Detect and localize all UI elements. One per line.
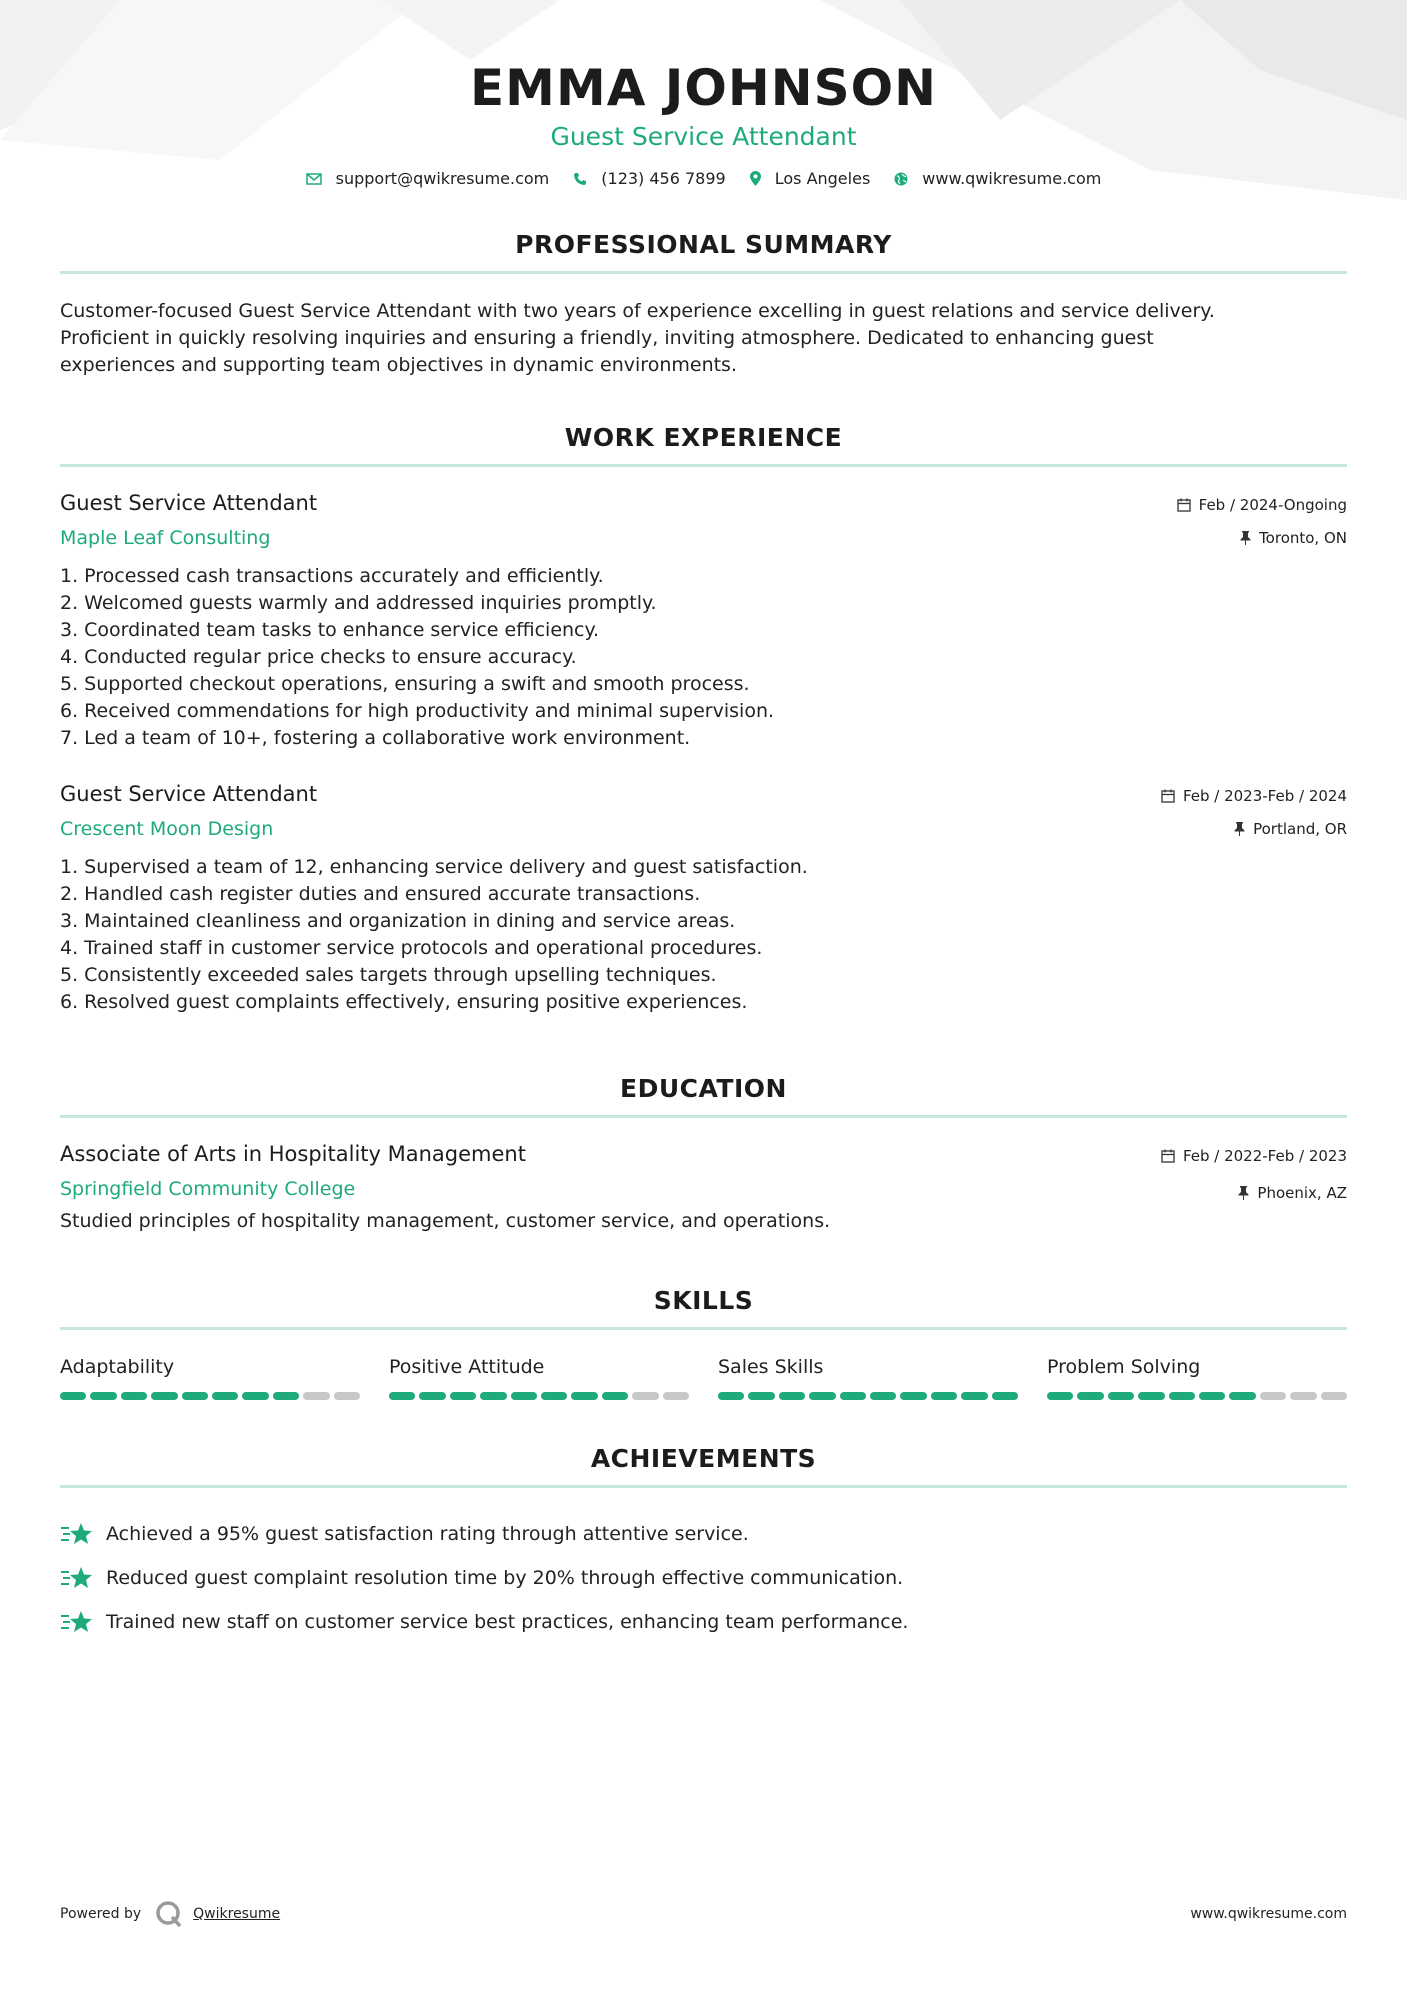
school-name: Springfield Community College [60, 1178, 356, 1200]
job-company: Crescent Moon Design [60, 818, 274, 840]
star-achievement-icon [60, 1609, 94, 1635]
skill-segment-filled [992, 1392, 1018, 1400]
star-achievement-icon [60, 1521, 94, 1547]
section-divider [60, 464, 1347, 467]
summary-text [60, 298, 1347, 379]
calendar-icon [1161, 789, 1175, 803]
skill-segment-filled [748, 1392, 774, 1400]
job-title: Guest Service Attendant [60, 491, 318, 515]
skill-segment-filled [182, 1392, 208, 1400]
job-meta [1177, 495, 1347, 548]
skill-segment-filled [480, 1392, 506, 1400]
list-item: 5. Supported checkout operations, ensuring a swift and smooth process. [60, 673, 750, 695]
job-meta [1161, 786, 1347, 839]
list-item: 6. Received commendations for high productivity and minimal supervision. [60, 700, 775, 722]
achievements-section [60, 1444, 1347, 1644]
skill-segment-empty [303, 1392, 329, 1400]
skill-name: Sales Skills [718, 1356, 824, 1378]
list-item: 5. Consistently exceeded sales targets through upselling techniques. [60, 964, 717, 986]
qwikresume-link[interactable]: Qwikresume [193, 1906, 281, 1922]
section-divider [60, 1327, 1347, 1330]
skill-segment-filled [151, 1392, 177, 1400]
job-location: Toronto, ON [1259, 529, 1347, 547]
list-item: 6. Resolved guest complaints effectively, ensuring positive experiences. [60, 991, 748, 1013]
list-item: 1. Supervised a team of 12, enhancing service delivery and guest satisfaction. [60, 856, 808, 878]
skill-name: Positive Attitude [389, 1356, 545, 1378]
job-entry [60, 782, 1347, 1016]
skill-name: Problem Solving [1047, 1356, 1201, 1378]
skill-segment-empty [1260, 1392, 1286, 1400]
skill-segment-filled [1229, 1392, 1255, 1400]
job-entry [60, 491, 1347, 752]
skill-segment-filled [900, 1392, 926, 1400]
job-responsibilities [60, 854, 1347, 1016]
skill-segment-filled [870, 1392, 896, 1400]
education-section [60, 1074, 1347, 1232]
skill-segment-filled [779, 1392, 805, 1400]
calendar-icon [1161, 1149, 1175, 1163]
education-entry [60, 1142, 1347, 1232]
powered-by-label: Powered by [60, 1906, 142, 1922]
skill-segment-filled [1199, 1392, 1225, 1400]
job-dates: Feb / 2024-Ongoing [1198, 496, 1347, 514]
contact-website[interactable] [894, 169, 1101, 188]
skill-item [1047, 1356, 1347, 1400]
skill-segment-empty [334, 1392, 360, 1400]
job-title: Guest Service Attendant [60, 782, 318, 806]
list-item: 3. Coordinated team tasks to enhance service efficiency. [60, 619, 600, 641]
page-footer [60, 1900, 1347, 1928]
skills-section [60, 1286, 1347, 1400]
education-heading: EDUCATION [620, 1074, 787, 1103]
list-item: 4. Trained staff in customer service protocols and operational procedures. [60, 937, 763, 959]
achievement-text: Achieved a 95% guest satisfaction rating through attentive service. [106, 1523, 749, 1545]
list-item: 7. Led a team of 10+, fostering a collaborative work environment. [60, 727, 691, 749]
calendar-icon [1177, 498, 1191, 512]
skill-segment-filled [1077, 1392, 1103, 1400]
skill-level-bar [389, 1392, 689, 1400]
resume-header [60, 0, 1347, 188]
skill-segment-empty [1290, 1392, 1316, 1400]
envelope-icon [306, 173, 322, 185]
summary-line: Customer-focused Guest Service Attendant with two years of experience excelling in guest relations and service delivery. [60, 300, 1215, 322]
achievement-item [60, 1512, 1347, 1556]
skill-segment-empty [1321, 1392, 1347, 1400]
pushpin-icon [1234, 822, 1245, 836]
skill-name: Adaptability [60, 1356, 175, 1378]
job-location: Portland, OR [1253, 820, 1347, 838]
skill-segment-filled [419, 1392, 445, 1400]
skill-segment-empty [632, 1392, 658, 1400]
section-divider [60, 1485, 1347, 1488]
website-text: www.qwikresume.com [922, 169, 1102, 188]
phone-icon [573, 172, 587, 186]
phone-text: (123) 456 7899 [601, 169, 726, 188]
section-divider [60, 271, 1347, 274]
summary-heading: PROFESSIONAL SUMMARY [515, 230, 892, 259]
skill-segment-filled [602, 1392, 628, 1400]
skill-segment-filled [809, 1392, 835, 1400]
skill-segment-filled [450, 1392, 476, 1400]
skill-segment-filled [121, 1392, 147, 1400]
experience-section [60, 423, 1347, 1016]
degree-title: Associate of Arts in Hospitality Management [60, 1142, 526, 1166]
map-pin-icon [750, 171, 761, 186]
achievement-item [60, 1556, 1347, 1600]
skill-segment-filled [718, 1392, 744, 1400]
skill-segment-filled [511, 1392, 537, 1400]
summary-line: experiences and supporting team objectives in dynamic environments. [60, 354, 737, 376]
skill-segment-filled [389, 1392, 415, 1400]
achievements-list [60, 1512, 1347, 1644]
education-location: Phoenix, AZ [1257, 1184, 1347, 1202]
contact-bar [60, 169, 1347, 188]
skill-level-bar [60, 1392, 360, 1400]
globe-icon [894, 172, 908, 186]
footer-website[interactable]: www.qwikresume.com [1190, 1906, 1347, 1922]
contact-email[interactable] [306, 169, 550, 188]
pushpin-icon [1240, 531, 1251, 545]
achievement-text: Reduced guest complaint resolution time by 20% through effective communication. [106, 1567, 904, 1589]
achievement-item [60, 1600, 1347, 1644]
skill-item [718, 1356, 1018, 1400]
skill-segment-filled [273, 1392, 299, 1400]
list-item: 2. Welcomed guests warmly and addressed inquiries promptly. [60, 592, 657, 614]
skill-segment-filled [1138, 1392, 1164, 1400]
list-item: 3. Maintained cleanliness and organization in dining and service areas. [60, 910, 736, 932]
candidate-title: Guest Service Attendant [550, 122, 857, 151]
qwikresume-logo-icon [155, 1900, 183, 1928]
skill-segment-filled [1108, 1392, 1134, 1400]
education-dates: Feb / 2022-Feb / 2023 [1182, 1147, 1347, 1165]
skill-level-bar [718, 1392, 1018, 1400]
skill-level-bar [1047, 1392, 1347, 1400]
achievement-text: Trained new staff on customer service best practices, enhancing team performance. [106, 1611, 909, 1633]
section-divider [60, 1115, 1347, 1118]
skill-segment-filled [571, 1392, 597, 1400]
list-item: 4. Conducted regular price checks to ensure accuracy. [60, 646, 577, 668]
list-item: 1. Processed cash transactions accurately and efficiently. [60, 565, 604, 587]
summary-line: Proficient in quickly resolving inquiries and ensuring a friendly, inviting atmosphere. Dedicated to enhancing guest [60, 327, 1154, 349]
skill-segment-filled [961, 1392, 987, 1400]
skill-segment-filled [840, 1392, 866, 1400]
skill-segment-filled [931, 1392, 957, 1400]
skill-segment-filled [60, 1392, 86, 1400]
candidate-name: EMMA JOHNSON [470, 59, 937, 117]
list-item: 2. Handled cash register duties and ensured accurate transactions. [60, 883, 701, 905]
job-company: Maple Leaf Consulting [60, 527, 271, 549]
skill-segment-filled [541, 1392, 567, 1400]
summary-section [60, 230, 1347, 379]
experience-heading: WORK EXPERIENCE [564, 423, 843, 452]
pushpin-icon [1238, 1186, 1249, 1200]
powered-by [60, 1900, 280, 1928]
skill-segment-filled [1047, 1392, 1073, 1400]
job-responsibilities [60, 563, 1347, 752]
email-text: support@qwikresume.com [335, 169, 550, 188]
skills-list [60, 1356, 1347, 1400]
skill-segment-filled [212, 1392, 238, 1400]
skill-segment-filled [1169, 1392, 1195, 1400]
skill-item [389, 1356, 689, 1400]
job-dates: Feb / 2023-Feb / 2024 [1182, 787, 1347, 805]
skill-segment-filled [90, 1392, 116, 1400]
education-meta [1161, 1146, 1347, 1203]
achievements-heading: ACHIEVEMENTS [590, 1444, 817, 1473]
location-text: Los Angeles [774, 169, 871, 188]
contact-location [750, 169, 871, 188]
star-achievement-icon [60, 1565, 94, 1591]
education-description: Studied principles of hospitality management, customer service, and operations. [60, 1210, 831, 1232]
skill-segment-empty [663, 1392, 689, 1400]
skill-segment-filled [242, 1392, 268, 1400]
skill-item [60, 1356, 360, 1400]
skills-heading: SKILLS [653, 1286, 754, 1315]
contact-phone[interactable] [573, 169, 725, 188]
